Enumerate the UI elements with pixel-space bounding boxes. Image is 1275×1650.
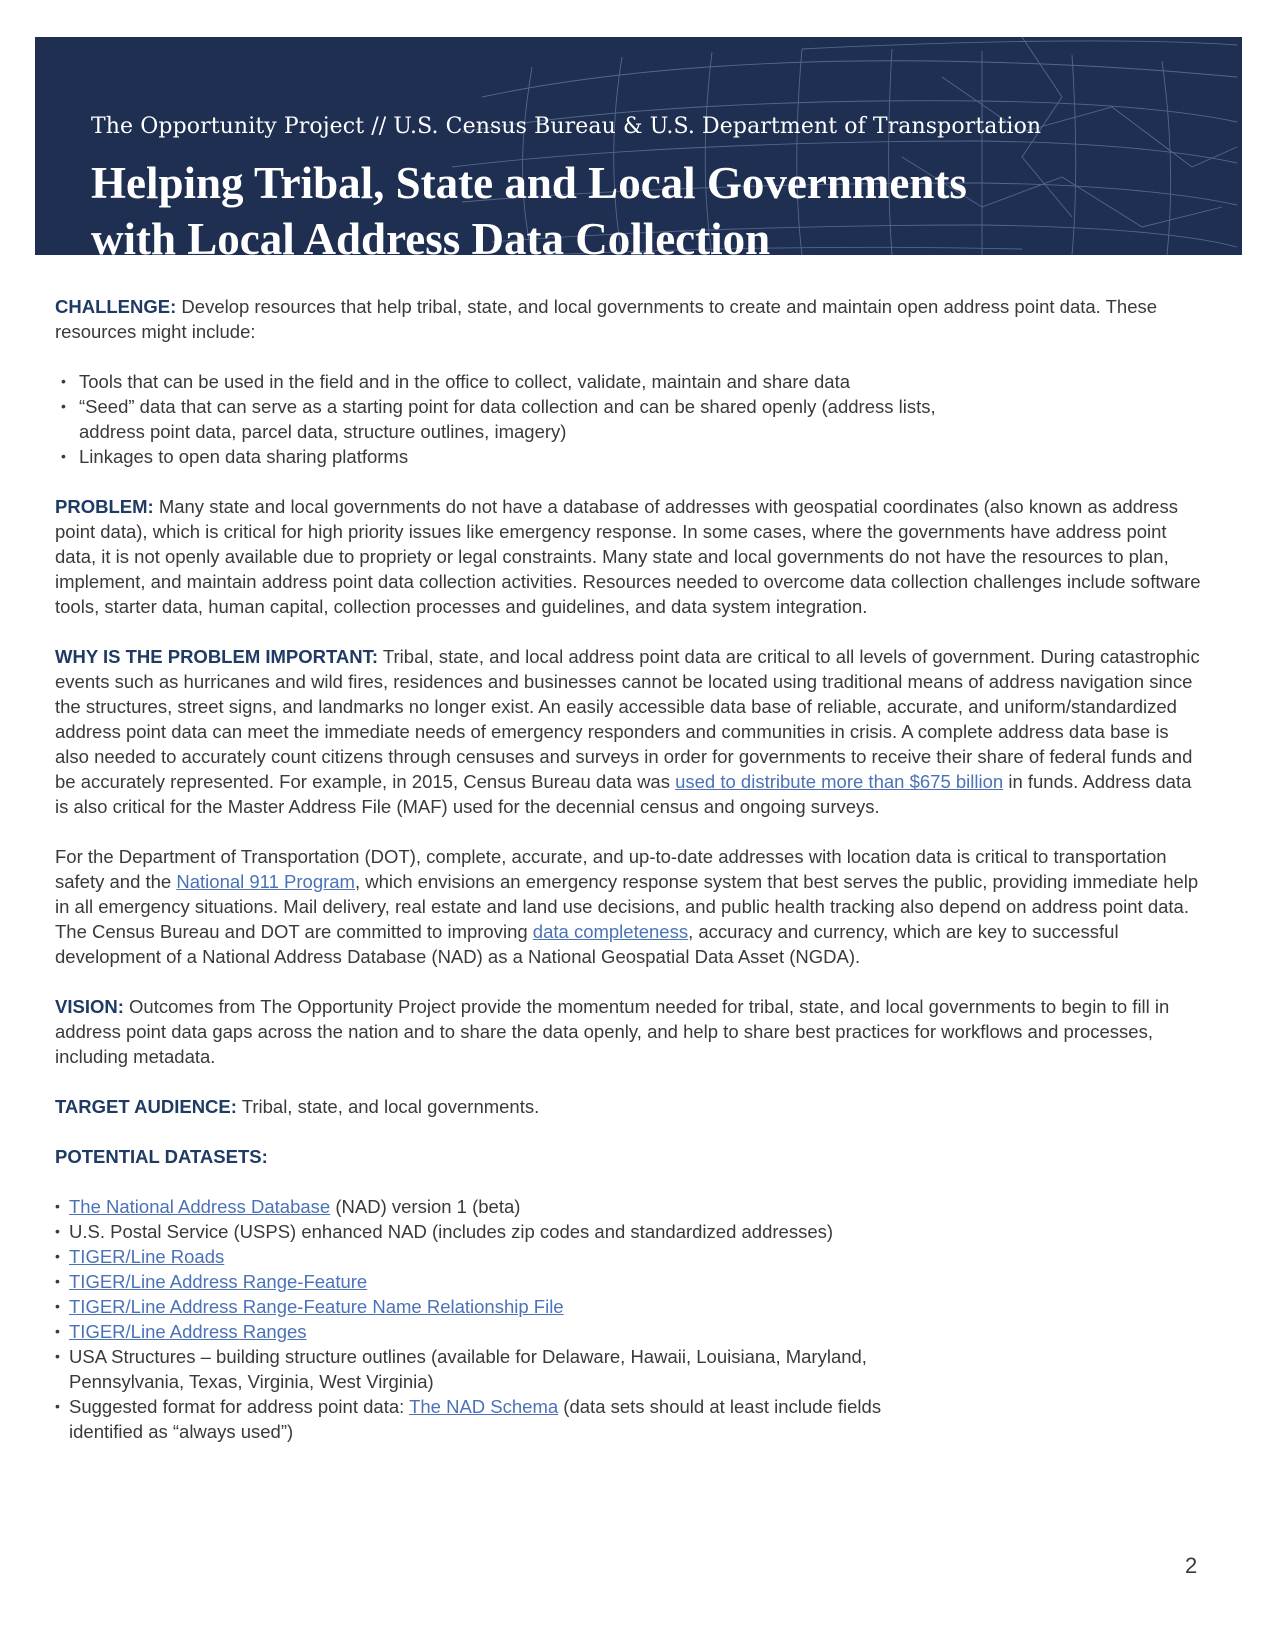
page-number: 2 bbox=[1185, 1553, 1198, 1578]
list-item: • Linkages to open data sharing platforms bbox=[61, 444, 951, 469]
funds-distribution-link[interactable]: used to distribute more than $675 billion bbox=[675, 771, 1004, 792]
why-text-a: Tribal, state, and local address point data are critical to all levels of government. During catastrophic events such as hurricanes and wild fires, residences and businesses cannot be located using traditional means of address navigation since the structures, street signs, and landmarks no longer exist. An easily accessible data base of reliable, accurate, and uniform/standardized address point data can meet the immediate needs of emergency responders and communities in crisis. A complete address data base is also needed to accurately count citizens through censuses and surveys in order for governments to receive their share of federal funds and be accurately represented. For example, in 2015, Census Bureau data was bbox=[55, 646, 1200, 792]
potential-datasets-heading bbox=[55, 1144, 1205, 1169]
potential-datasets-label: POTENTIAL DATASETS: bbox=[55, 1146, 268, 1167]
tiger-line-address-range-feature-link[interactable]: TIGER/Line Address Range-Feature bbox=[69, 1271, 368, 1292]
dataset-item-text: Suggested format for address point data: bbox=[69, 1396, 410, 1417]
problem-text: Many state and local governments do not have a database of addresses with geospatial coordinates (also known as address point data), which is critical for high priority issues like emergency response. In some cases, where the governments have address point data, it is not openly available due to propriety or legal constraints. Many state and local governments do not have the resources to plan, implement, and maintain address point data collection activities. Resources needed to overcome data collection challenges include software tools, starter data, human capital, collection processes and guidelines, and data system integration. bbox=[55, 496, 1201, 617]
dot-text-b: , which envisions an emergency response system that best serves the public, providing immediate help in all emergency situations. Mail delivery, real estate and land use decisions, and public health tracking also depend on address point data. The Census Bureau and DOT are committed to improving bbox=[55, 871, 1199, 942]
vision-text: Outcomes from The Opportunity Project provide the momentum needed for tribal, state, and local governments to begin to fill in address point data gaps across the nation and to share the data openly, and help to share best practices for workflows and processes, including metadata. bbox=[55, 996, 1170, 1067]
document-body bbox=[55, 294, 1205, 1444]
problem-paragraph bbox=[55, 494, 1205, 619]
tiger-line-roads-link[interactable]: TIGER/Line Roads bbox=[69, 1246, 225, 1267]
data-completeness-link[interactable]: data completeness bbox=[532, 921, 689, 942]
target-audience-paragraph bbox=[55, 1094, 1205, 1119]
banner-kicker: The Opportunity Project // U.S. Census Bureau & U.S. Department of Transportation bbox=[91, 114, 1042, 139]
nad-schema-link[interactable]: The NAD Schema bbox=[409, 1396, 559, 1417]
dot-text-a: For the Department of Transportation (DOT), complete, accurate, and up-to-date addresses with location data is critical to transportation safety and the bbox=[55, 846, 1167, 892]
vision-label: VISION: bbox=[55, 996, 124, 1017]
header-banner bbox=[35, 37, 1242, 255]
list-item bbox=[55, 1394, 925, 1444]
list-item: • “Seed” data that can serve as a starting point for data collection and can be shared openly (address lists, address point data, parcel data, structure outlines, imagery) bbox=[61, 394, 951, 444]
page-title bbox=[91, 155, 1191, 255]
challenge-paragraph bbox=[55, 294, 1205, 344]
title-line-2: with Local Address Data Collection bbox=[91, 214, 771, 255]
challenge-bullet-list bbox=[55, 369, 951, 469]
list-item bbox=[55, 1294, 925, 1319]
tiger-line-name-relationship-file-link[interactable]: TIGER/Line Address Range-Feature Name Relationship File bbox=[69, 1296, 564, 1317]
challenge-label: CHALLENGE: bbox=[55, 296, 177, 317]
list-item bbox=[55, 1244, 925, 1269]
title-line-1: Helping Tribal, State and Local Governments bbox=[91, 158, 967, 208]
dot-paragraph bbox=[55, 844, 1205, 969]
why-important-paragraph bbox=[55, 644, 1205, 819]
problem-label: PROBLEM: bbox=[55, 496, 154, 517]
list-item: • USA Structures – building structure outlines (available for Delaware, Hawaii, Louisiana, Maryland, Pennsylvania, Texas, Virginia, West Virginia) bbox=[55, 1344, 925, 1394]
list-item bbox=[55, 1194, 925, 1219]
datasets-list bbox=[55, 1194, 925, 1444]
why-text-b: in funds. Address data is also critical for the Master Address File (MAF) used for the decennial census and ongoing surveys. bbox=[55, 771, 1192, 817]
list-item bbox=[55, 1319, 925, 1344]
list-item bbox=[55, 1269, 925, 1294]
dataset-item-text: (data sets should at least include fields identified as “always used”) bbox=[69, 1396, 882, 1442]
tiger-line-address-ranges-link[interactable]: TIGER/Line Address Ranges bbox=[69, 1321, 307, 1342]
national-address-database-link[interactable]: The National Address Database bbox=[69, 1196, 331, 1217]
dot-text-c: , accuracy and currency, which are key to successful development of a National Address Database (NAD) as a National Geospatial Data Asset (NGDA). bbox=[55, 921, 1119, 967]
dataset-item-text: (NAD) version 1 (beta) bbox=[330, 1196, 521, 1217]
vision-paragraph bbox=[55, 994, 1205, 1069]
why-important-label: WHY IS THE PROBLEM IMPORTANT: bbox=[55, 646, 379, 667]
list-item: • U.S. Postal Service (USPS) enhanced NAD (includes zip codes and standardized addresses) bbox=[55, 1219, 925, 1244]
national-911-program-link[interactable]: National 911 Program bbox=[176, 871, 355, 892]
target-audience-text: Tribal, state, and local governments. bbox=[241, 1096, 540, 1117]
target-audience-label: TARGET AUDIENCE: bbox=[55, 1096, 237, 1117]
list-item: • Tools that can be used in the field and in the office to collect, validate, maintain and share data bbox=[61, 369, 951, 394]
challenge-text: Develop resources that help tribal, state, and local governments to create and maintain open address point data. These resources might include: bbox=[55, 296, 1158, 342]
